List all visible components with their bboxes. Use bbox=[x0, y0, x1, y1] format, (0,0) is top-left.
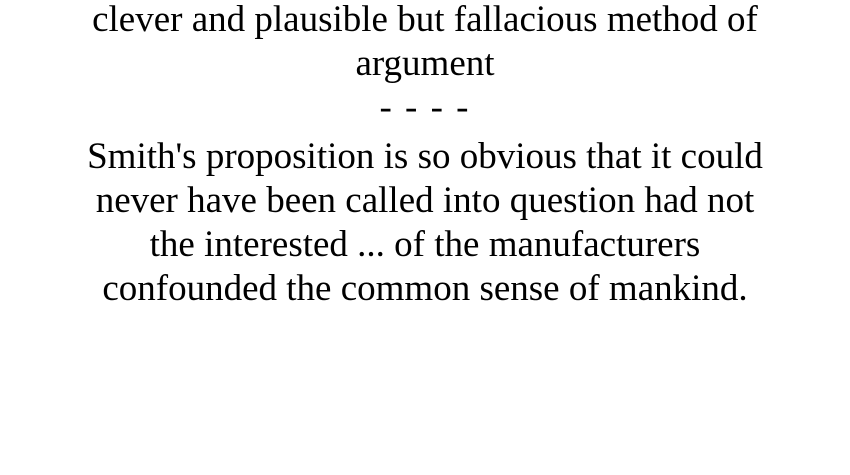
quote-text bbox=[0, 135, 850, 311]
definition-line: clever and plausible but fallacious method of bbox=[92, 0, 758, 40]
quote-line: confounded the common sense of mankind. bbox=[102, 268, 748, 309]
quote-line: never have been called into question had not bbox=[95, 180, 755, 221]
section-divider: - - - - bbox=[379, 87, 471, 128]
definition-line: argument bbox=[355, 43, 495, 84]
quote-line: the interested ... of the manufacturers bbox=[149, 224, 701, 265]
definition-text bbox=[0, 0, 850, 130]
quote-line: Smith's proposition is so obvious that it could bbox=[87, 136, 763, 177]
